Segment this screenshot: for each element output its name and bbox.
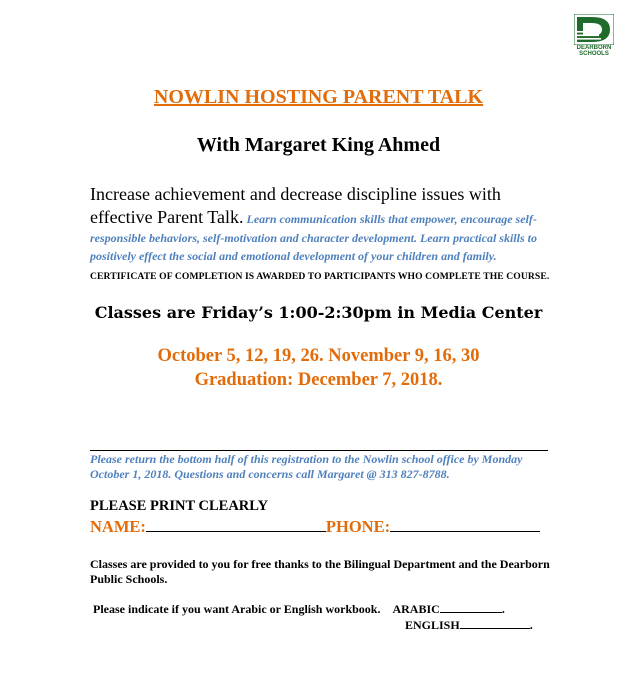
name-label: NAME:: [90, 517, 146, 536]
page-title: [0, 86, 637, 109]
name-field[interactable]: [146, 516, 326, 532]
print-clearly-label: PLEASE PRINT CLEARLY: [90, 498, 269, 514]
class-dates: [0, 344, 637, 392]
logo-line-2: SCHOOLS: [579, 51, 609, 57]
logo-mark-icon: [574, 14, 614, 45]
name-phone-row: [90, 516, 540, 537]
workbook-prompt: Please indicate if you want Arabic or English workbook.: [93, 602, 381, 616]
certificate-note: CERTIFICATE OF COMPLETION IS AWARDED TO PARTICIPANTS WHO COMPLETE THE COURSE.: [90, 271, 550, 282]
arabic-field[interactable]: [440, 601, 502, 613]
session-dates: October 5, 12, 19, 26. November 9, 16, 30: [157, 346, 480, 366]
free-classes-note: Classes are provided to you for free thanks to the Bilingual Department and the Dearborn Public Schools.: [90, 557, 550, 586]
english-field[interactable]: [460, 617, 530, 629]
logo-line-1: DEARBORN: [576, 45, 612, 51]
workbook-row-english: [405, 617, 533, 633]
class-schedule: Classes are Friday’s 1:00-2:30pm in Media Center: [94, 303, 543, 322]
arabic-label: ARABIC: [392, 602, 440, 616]
cut-line-divider: [90, 450, 548, 451]
graduation-date: Graduation: December 7, 2018.: [194, 370, 443, 390]
intro-paragraph: [90, 183, 560, 285]
english-end: .: [529, 618, 533, 632]
phone-label: PHONE:: [325, 517, 391, 536]
page-title-text: NOWLIN HOSTING PARENT TALK: [153, 86, 484, 108]
logo-text: [574, 45, 614, 57]
phone-field[interactable]: [390, 516, 540, 532]
page-subtitle: With Margaret King Ahmed: [196, 134, 441, 156]
intro-lead: Increase achievement and decrease discipline issues with effective Parent Talk.: [90, 184, 501, 227]
workbook-row-arabic: [93, 601, 505, 617]
english-label: ENGLISH: [405, 618, 460, 632]
intro-description: Learn communication skills that empower, encourage self-responsible behaviors, self-motivation and character development. Learn practical skills to positively effect the social and emotional development of your children and family.: [90, 212, 537, 263]
dearborn-schools-logo: [574, 14, 614, 58]
return-instructions: Please return the bottom half of this registration to the Nowlin school office by Monday October 1, 2018. Questions and concerns call Margaret @ 313 827-8788.: [90, 452, 523, 481]
arabic-end: .: [501, 602, 505, 616]
